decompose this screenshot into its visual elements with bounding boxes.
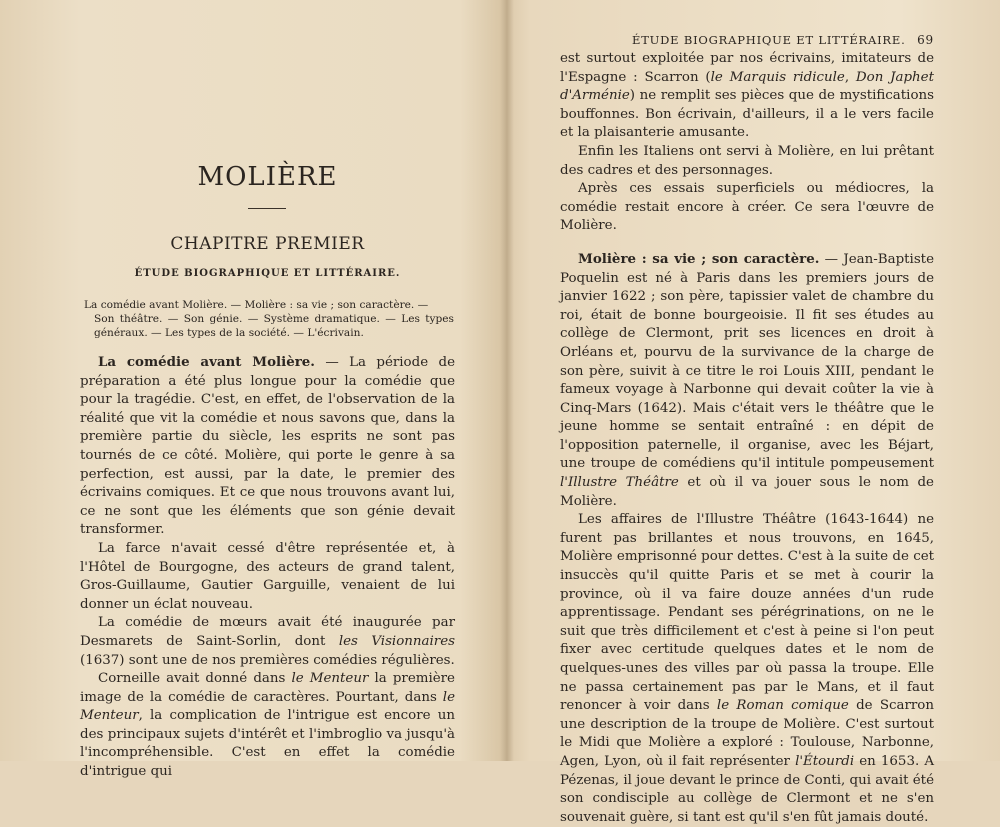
left-page xyxy=(80,0,455,780)
runin-heading-2: Molière : sa vie ; son caractère. xyxy=(578,250,820,267)
p1-text: — La période de préparation a été plus longue pour la comédie que pour la tragédie. C'est, en effet, de l'observation de la réalité que vit la comédie et nous savons que, dans la première partie du siècle, les esprits ne sont pas tournés de ce côté. Molière, qui porte le genre à sa perfection, est aussi, par la date, le premier des écrivains comiques. Et ce que nous trouvons avant lui, ce ne sont que les éléments que son génie devait transformer. xyxy=(80,355,455,538)
paragraph-italians: Enfin les Italiens ont servi à Molière, en lui prêtant des cadres et des personnages. xyxy=(560,143,934,178)
a-a: Les affaires de l'Illustre Théâtre (1643-1644) ne furent pas brillantes et nous trouvons, en 1645, Molière emprisonné pour dettes. C'est à la suite de cet insuccès qu'il quitte Paris et se met à courir la province, où il va faire douze années d'un rude apprentissage. Pendant ses pérégrinations, on ne le suit que très difficilement et c'est à peine si l'on peut fixer avec certitude quelques dates et le nom de quelques-unes des villes par où passa la troupe. Elle ne passa certainement pas par le Mans, et il faut renoncer à voir dans xyxy=(560,512,934,714)
p3-a: La comédie de mœurs avait été inaugurée par Desmarets de Saint-Sorlin, dont xyxy=(80,615,455,649)
right-page xyxy=(560,0,934,825)
p4-c: , la complication de l'intrigue est encore un des principaux sujets d'intérêt et l'imbroglio va jusqu'à l'incompréhensible. C'est en effet la comédie d'intrigue qui xyxy=(80,708,455,780)
c1-sep: , xyxy=(844,69,856,85)
a-b: de Scarron une description de la troupe de Molière. C'est surtout le Midi que Molière a exploré : Toulouse, Narbonne, Agen, Lyon, où il fait représenter xyxy=(560,698,934,769)
c1-a: est surtout exploitée par nos écrivains, imitateurs de l'Espagne : Scarron ( xyxy=(560,51,934,85)
p4-italic-2: le Menteur xyxy=(80,689,455,724)
paragraph-3 xyxy=(80,614,455,670)
p4-b: la première image de la comédie de caractères. Pourtant, dans xyxy=(80,671,455,705)
summary-line-2: Son théâtre. — Son génie. — Système dramatique. — Les types généraux. — Les types de la société. — L'écrivain. xyxy=(94,313,454,339)
right-body xyxy=(560,50,934,827)
c1-italic-1: le Marquis ridicule xyxy=(710,69,845,85)
c1-italic-2: Don Japhet d'Arménie xyxy=(560,69,934,104)
title-rule xyxy=(248,208,286,209)
runin-heading-1: La comédie avant Molière. xyxy=(98,354,315,370)
p4-italic-1: le Menteur xyxy=(291,671,369,687)
p3-italic: les Visionnaires xyxy=(338,633,455,649)
book-gutter xyxy=(500,0,514,761)
paragraph-1 xyxy=(80,353,455,540)
paragraph-4 xyxy=(80,670,455,782)
book-title: MOLIÈRE xyxy=(197,162,338,192)
left-body xyxy=(80,353,455,782)
a-c: en 1653. A Pézenas, il joue devant le prince de Conti, qui avait été son condisciple au collège de Clermont et ne s'en souvenait guère, si tant est qu'il s'en fût jamais douté. xyxy=(560,753,934,825)
p4-a: Corneille avait donné dans xyxy=(98,671,292,687)
c1-b: ) ne remplit ses pièces que de mystifications bouffonnes. Bon écrivain, d'ailleurs, il a le vers facile et la plaisanterie amusante. xyxy=(560,88,934,141)
a-italic-2: l'Étourdi xyxy=(795,753,855,769)
summary-line-1: La comédie avant Molière. — Molière : sa vie ; son caractère. — xyxy=(84,299,429,311)
a-italic-1: le Roman comique xyxy=(716,698,849,714)
m-a: — Jean-Baptiste Poquelin est né à Paris dans les premiers jours de janvier 1622 ; son père, tapissier valet de chambre du roi, était de bonne bourgeoisie. Il fit ses études au collège de Clermont, prit ses licences en droit à Orléans et, pourvu de la survivance de la charge de son père, suivit à ce titre le roi Louis XIII, pendant le fameux voyage à Narbonne qui devait coûter la vie à Cinq-Mars (1642). Mais c'était vers le théâtre que le jeune homme se sentait entraîné : en dépit de l'opposition paternelle, il organise, avec les Béjart, une troupe de comédiens qu'il intitule pompeusement xyxy=(560,251,934,472)
section-gap xyxy=(560,236,934,250)
paragraph-vie xyxy=(560,250,934,511)
chapter-heading: CHAPITRE PREMIER xyxy=(170,234,365,254)
m-b: et où il va jouer sous le nom de Molière. xyxy=(560,475,934,509)
paragraph-affaires xyxy=(560,511,934,827)
continued-paragraph xyxy=(560,50,934,143)
paragraph-2: La farce n'avait cessé d'être représentée et, à l'Hôtel de Bourgogne, des acteurs de grand talent, Gros-Guillaume, Gautier Garguille, venaient de lui donner un éclat nouveau. xyxy=(80,540,455,612)
running-head-title: ÉTUDE BIOGRAPHIQUE ET LITTÉRAIRE. xyxy=(632,33,906,47)
p3-b: (1637) sont une de nos premières comédies régulières. xyxy=(80,652,455,668)
section-heading: ÉTUDE BIOGRAPHIQUE ET LITTÉRAIRE. xyxy=(134,268,401,279)
page-number: 69 xyxy=(917,33,934,47)
chapter-summary xyxy=(84,298,454,340)
paragraph-essais: Après ces essais superficiels ou médiocres, la comédie restait encore à créer. Ce sera l'œuvre de Molière. xyxy=(560,181,934,234)
m-italic: l'Illustre Théâtre xyxy=(560,475,679,491)
